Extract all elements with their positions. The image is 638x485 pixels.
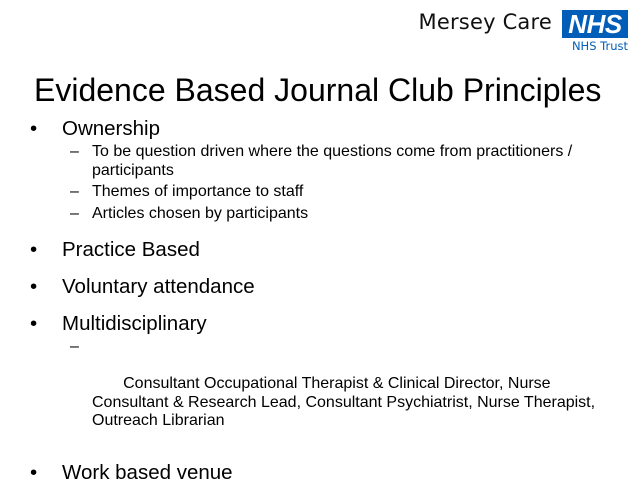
sub-list-ownership [70, 143, 610, 223]
sub-item-text: Consultant Occupational Therapist & Clinical Director, Nurse Consultant & Research Lead, Consultant Psychiatrist, Nurse Therapist, Outreach Librarian [92, 375, 600, 429]
bullet-ownership [30, 117, 610, 141]
sub-item-text: Themes of importance to staff [92, 183, 304, 200]
sub-item-question-driven [70, 143, 610, 180]
bullet-dot-icon: • [30, 312, 38, 335]
bullet-dot-icon: • [30, 461, 38, 484]
slide-title: Evidence Based Journal Club Principles [34, 72, 602, 108]
bullet-work-based-venue [30, 461, 610, 485]
bullet-voluntary-attendance [30, 275, 610, 299]
logo-brand-name: Mersey Care [418, 10, 552, 34]
dash-icon: – [70, 338, 79, 355]
bullet-list [30, 117, 610, 485]
bullet-dot-icon: • [30, 275, 38, 298]
dash-icon: – [70, 143, 79, 160]
bullet-dot-icon: • [30, 117, 38, 140]
sub-list-multidisciplinary [70, 338, 610, 449]
sub-item-text: Articles chosen by participants [92, 204, 309, 222]
sub-item-text: To be question driven where the questions come from practitioners / participants [92, 143, 573, 179]
nhs-badge: NHS [562, 10, 628, 38]
dash-icon: – [70, 183, 79, 200]
bullet-dot-icon: • [30, 238, 38, 261]
bullet-text: Ownership [62, 117, 160, 140]
sub-item-roles [70, 338, 610, 449]
bullet-text: Work based venue [62, 461, 233, 484]
bullet-multidisciplinary [30, 312, 610, 336]
bullet-text: Practice Based [62, 238, 200, 261]
bullet-text: Multidisciplinary [62, 312, 207, 335]
bullet-practice-based [30, 238, 610, 262]
sub-item-themes [70, 183, 610, 202]
sub-item-articles [70, 205, 610, 224]
mersey-care-logo [418, 6, 628, 53]
logo-trust-label: NHS Trust [571, 39, 628, 53]
dash-icon: – [70, 204, 79, 222]
bullet-text: Voluntary attendance [62, 275, 255, 298]
